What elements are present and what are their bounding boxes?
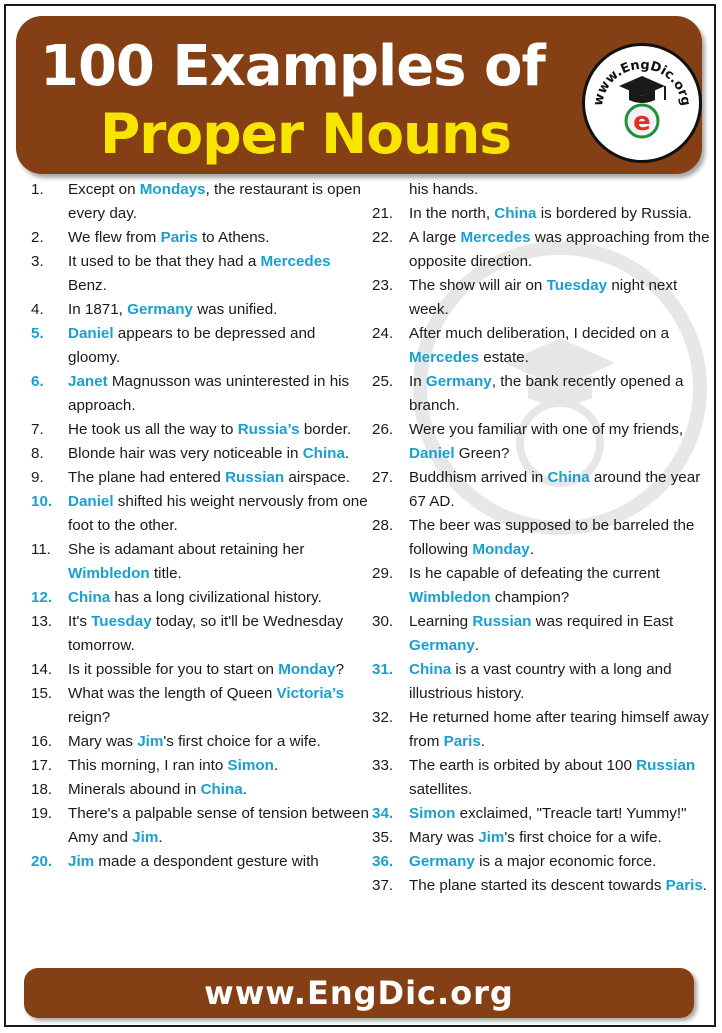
sentence-text: was approaching from the opposite direction.: [409, 229, 710, 270]
example-item: [372, 370, 712, 418]
example-item: [31, 658, 371, 682]
sentence-text: made a despondent gesture with: [94, 853, 319, 870]
sentence-text: She is adamant about retaining her: [68, 541, 305, 558]
proper-noun: Daniel: [409, 445, 455, 462]
logo-letter: e: [633, 107, 651, 137]
sentence-text: title.: [149, 565, 182, 582]
example-item: [31, 298, 371, 322]
proper-noun: Daniel: [68, 493, 114, 510]
example-item: [31, 226, 371, 250]
example-item: [372, 466, 712, 514]
proper-noun: Russian: [636, 757, 696, 774]
example-item: [31, 850, 371, 874]
sentence-text: airspace.: [284, 469, 351, 486]
sentence-text: In 1871,: [68, 301, 128, 318]
example-number: 27.: [372, 469, 394, 486]
sentence-text: .: [474, 637, 480, 654]
example-number: 7.: [31, 421, 44, 438]
example-sentence: [409, 754, 712, 802]
example-item: [31, 730, 371, 754]
example-sentence: [68, 178, 371, 226]
sentence-text: , the restaurant is open every day.: [68, 181, 361, 222]
examples-column-left: [31, 178, 371, 874]
proper-noun: Paris: [160, 229, 198, 246]
example-sentence: [409, 706, 712, 754]
proper-noun: Paris: [443, 733, 481, 750]
proper-noun: China: [547, 469, 590, 486]
sentence-text: border.: [299, 421, 352, 438]
example-item: [372, 802, 712, 826]
proper-noun: Germany: [425, 373, 492, 390]
example-number: 14.: [31, 661, 53, 678]
example-number: [372, 178, 409, 202]
example-number: 36.: [372, 853, 394, 870]
example-number: 4.: [31, 301, 44, 318]
example-number: 13.: [31, 613, 53, 630]
sentence-text: was unified.: [192, 301, 278, 318]
sentence-text: ?: [335, 661, 345, 678]
proper-noun: Tuesday: [546, 277, 608, 294]
example-number: 32.: [372, 709, 394, 726]
example-sentence: [409, 226, 712, 274]
example-item: [372, 658, 712, 706]
sentence-text: Benz.: [68, 277, 107, 294]
sentence-text: 's first choice for a wife.: [504, 829, 662, 846]
example-sentence: [409, 610, 712, 658]
example-sentence: [68, 298, 371, 322]
sentence-text: Buddhism arrived in: [409, 469, 548, 486]
example-sentence: [68, 658, 371, 682]
proper-noun: Russian: [472, 613, 532, 630]
example-item: [372, 754, 712, 802]
sentence-text: He took us all the way to: [68, 421, 238, 438]
example-item: [31, 778, 371, 802]
example-sentence: [68, 850, 371, 874]
sentence-text: There's a palpable sense of tension between Amy and: [68, 805, 369, 846]
example-sentence: [68, 682, 371, 730]
example-item: [372, 274, 712, 322]
example-sentence: [409, 514, 712, 562]
proper-noun: Jim: [478, 829, 505, 846]
proper-noun: Wimbledon: [409, 589, 491, 606]
proper-noun: China: [200, 781, 243, 798]
sentence-text: reign?: [68, 709, 111, 726]
footer-banner: [24, 968, 694, 1018]
example-sentence: [409, 370, 712, 418]
sentence-text: is a major economic force.: [474, 853, 657, 870]
example-sentence: [68, 754, 371, 778]
example-sentence: [68, 322, 371, 370]
proper-noun: Mercedes: [409, 349, 480, 366]
example-number: 21.: [372, 205, 394, 222]
example-number: 3.: [31, 253, 44, 270]
example-sentence: [68, 442, 371, 466]
sentence-text: The earth is orbited by about 100: [409, 757, 637, 774]
sentence-text: Is it possible for you to start on: [68, 661, 279, 678]
example-number: 28.: [372, 517, 394, 534]
sentence-text: .: [158, 829, 163, 846]
example-item: [31, 250, 371, 298]
sentence-text: Blonde hair was very noticeable in: [68, 445, 303, 462]
sentence-text: .: [344, 445, 350, 462]
example-item: [31, 322, 371, 370]
logo-ring-text: www.EngDic.org: [590, 57, 694, 108]
example-number: 16.: [31, 733, 53, 750]
sentence-text: 's first choice for a wife.: [163, 733, 321, 750]
sentence-text: We flew from: [68, 229, 161, 246]
proper-noun: China: [68, 589, 111, 606]
footer-url: www.EngDic.org: [204, 974, 514, 1012]
proper-noun: Russia’s: [237, 421, 300, 438]
sentence-text: to Athens.: [197, 229, 270, 246]
sentence-text: Mary was: [68, 733, 138, 750]
example-sentence: [68, 778, 371, 802]
example-sentence: [68, 586, 371, 610]
example-item: [31, 442, 371, 466]
sentence-text: He returned home after tearing himself away from: [409, 709, 709, 750]
sentence-text: satellites.: [409, 781, 473, 798]
example-item: [31, 418, 371, 442]
proper-noun: Simon: [227, 757, 274, 774]
example-sentence: [409, 178, 712, 202]
example-sentence: [68, 418, 371, 442]
title-line-1: 100 Examples of: [40, 34, 545, 99]
example-number: 29.: [372, 565, 394, 582]
sentence-text: is bordered by Russia.: [536, 205, 692, 222]
example-item: [31, 178, 371, 226]
example-item: [372, 418, 712, 466]
example-item: [372, 226, 712, 274]
example-sentence: [68, 730, 371, 754]
proper-noun: Simon: [409, 805, 456, 822]
sentence-text: , the bank recently opened a branch.: [409, 373, 684, 414]
sentence-text: Green?: [454, 445, 510, 462]
sentence-text: In: [409, 373, 426, 390]
example-number: 33.: [372, 757, 394, 774]
proper-noun: Jim: [132, 829, 159, 846]
sentence-text: .: [273, 757, 279, 774]
example-number: 9.: [31, 469, 44, 486]
proper-noun: Mondays: [139, 181, 206, 198]
proper-noun: Monday: [278, 661, 336, 678]
title-banner: [16, 16, 702, 174]
example-item: [31, 466, 371, 490]
example-number: 18.: [31, 781, 53, 798]
sentence-text: Were you familiar with one of my friends,: [409, 421, 684, 438]
proper-noun: Wimbledon: [68, 565, 150, 582]
example-number: 34.: [372, 805, 394, 822]
example-number: 25.: [372, 373, 394, 390]
proper-noun: Monday: [472, 541, 530, 558]
sentence-text: What was the length of Queen: [68, 685, 277, 702]
sentence-text: is a vast country with a long and illustrious history.: [409, 661, 672, 702]
example-sentence: [409, 562, 712, 610]
example-number: 31.: [372, 661, 394, 678]
title-line-2: Proper Nouns: [100, 102, 512, 166]
proper-noun: China: [302, 445, 345, 462]
example-sentence: [409, 274, 712, 322]
example-number: 26.: [372, 421, 394, 438]
example-number: 10.: [31, 493, 53, 510]
sentence-text: .: [702, 877, 708, 894]
proper-noun: Russian: [225, 469, 285, 486]
sentence-text: Minerals abound in: [68, 781, 201, 798]
sentence-text: Learning: [409, 613, 473, 630]
sentence-text: In the north,: [409, 205, 495, 222]
sentence-text: The plane had entered: [68, 469, 226, 486]
example-number: 37.: [372, 877, 394, 894]
example-sentence: [409, 802, 712, 826]
proper-noun: Germany: [409, 853, 475, 870]
sentence-text: has a long civilizational history.: [110, 589, 322, 606]
sentence-text: .: [480, 733, 485, 750]
example-sentence: [68, 490, 371, 538]
proper-noun: Daniel: [68, 325, 114, 342]
proper-noun: Jim: [68, 853, 95, 870]
proper-noun: China: [494, 205, 537, 222]
sentence-text: .: [242, 781, 247, 798]
sentence-text: .: [529, 541, 534, 558]
sentence-text: shifted his weight nervously from one foot to the other.: [68, 493, 368, 534]
example-sentence: [68, 538, 371, 586]
proper-noun: China: [409, 661, 452, 678]
sentence-text: Mary was: [409, 829, 479, 846]
example-item: [31, 802, 371, 850]
example-item: [372, 202, 712, 226]
sentence-text: The beer was supposed to be barreled the following: [409, 517, 695, 558]
example-item: [372, 706, 712, 754]
sentence-text: today, so it'll be Wednesday tomorrow.: [68, 613, 344, 654]
sentence-text: Except on: [68, 181, 140, 198]
proper-noun: Paris: [665, 877, 703, 894]
sentence-text: exclaimed, "Treacle tart! Yummy!": [455, 805, 687, 822]
sentence-text: Is he capable of defeating the current: [409, 565, 660, 582]
example-item: [31, 682, 371, 730]
sentence-text: After much deliberation, I decided on a: [409, 325, 670, 342]
example-sentence: [68, 802, 371, 850]
example-number: 35.: [372, 829, 394, 846]
example-item: [372, 178, 712, 202]
proper-noun: Germany: [409, 637, 475, 654]
proper-noun: Mercedes: [460, 229, 531, 246]
engdic-logo: [582, 43, 702, 163]
example-sentence: [409, 850, 712, 874]
example-item: [372, 322, 712, 370]
example-item: [372, 826, 712, 850]
proper-noun: Janet: [68, 373, 108, 390]
example-sentence: [68, 370, 371, 418]
example-number: 24.: [372, 325, 394, 342]
example-item: [31, 370, 371, 418]
sentence-text: A large: [409, 229, 461, 246]
sentence-text: This morning, I ran into: [68, 757, 228, 774]
example-sentence: [68, 250, 371, 298]
sentence-text: The plane started its descent towards: [409, 877, 666, 894]
example-item: [31, 610, 371, 658]
example-sentence: [409, 418, 712, 466]
sentence-text: night next week.: [409, 277, 678, 318]
example-item: [372, 874, 712, 898]
sentence-text: Magnusson was uninterested in his approach.: [68, 373, 350, 414]
example-number: 5.: [31, 325, 44, 342]
sentence-text: estate.: [479, 349, 529, 366]
example-sentence: [68, 226, 371, 250]
proper-noun: Mercedes: [260, 253, 331, 270]
sentence-text: It's: [68, 613, 92, 630]
example-item: [31, 586, 371, 610]
example-sentence: [409, 874, 712, 898]
example-number: 8.: [31, 445, 44, 462]
example-sentence: [409, 466, 712, 514]
proper-noun: Jim: [137, 733, 164, 750]
proper-noun: Tuesday: [91, 613, 152, 630]
example-number: 19.: [31, 805, 53, 822]
example-sentence: [409, 658, 712, 706]
example-item: [372, 850, 712, 874]
example-item: [372, 610, 712, 658]
examples-column-right: [372, 178, 712, 898]
sentence-text: champion?: [490, 589, 570, 606]
example-sentence: [68, 466, 371, 490]
example-number: 2.: [31, 229, 44, 246]
sentence-text: around the year 67 AD.: [409, 469, 701, 510]
example-item: [372, 514, 712, 562]
example-sentence: [68, 610, 371, 658]
example-sentence: [409, 202, 712, 226]
example-number: 15.: [31, 685, 53, 702]
example-number: 1.: [31, 181, 44, 198]
example-item: [31, 538, 371, 586]
sentence-text: It used to be that they had a: [68, 253, 261, 270]
example-number: 12.: [31, 589, 53, 606]
example-number: 23.: [372, 277, 394, 294]
example-number: 17.: [31, 757, 53, 774]
example-sentence: [409, 826, 712, 850]
example-item: [372, 562, 712, 610]
example-number: 6.: [31, 373, 44, 390]
example-item: [31, 490, 371, 538]
proper-noun: Victoria’s: [276, 685, 345, 702]
sentence-text: his hands.: [409, 181, 479, 198]
example-number: 30.: [372, 613, 394, 630]
sentence-text: The show will air on: [409, 277, 547, 294]
example-number: 20.: [31, 853, 53, 870]
example-item: [31, 754, 371, 778]
sentence-text: was required in East: [531, 613, 674, 630]
example-sentence: [409, 322, 712, 370]
proper-noun: Germany: [127, 301, 193, 318]
sentence-text: appears to be depressed and gloomy.: [68, 325, 316, 366]
example-number: 22.: [372, 229, 394, 246]
example-number: 11.: [31, 541, 51, 558]
